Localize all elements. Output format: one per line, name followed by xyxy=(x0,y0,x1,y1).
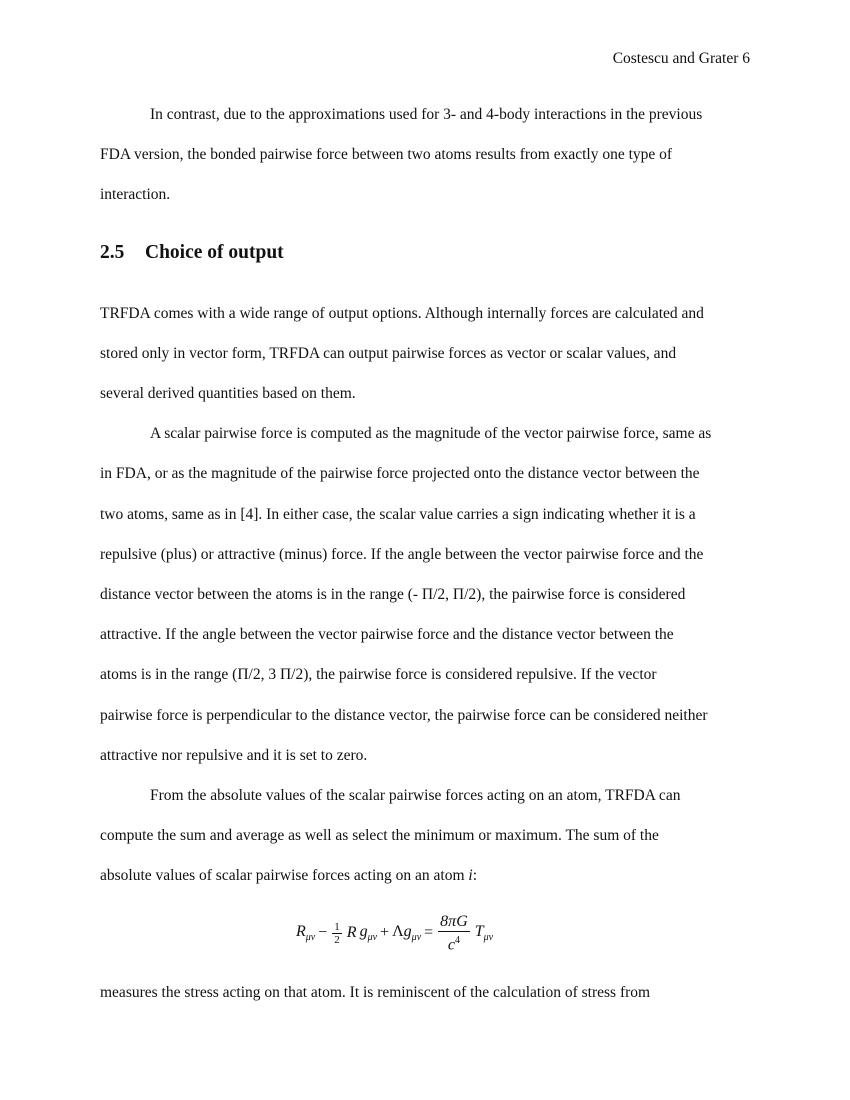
text-line: repulsive (plus) or attractive (minus) force. If the angle between the vector pairwise force and the xyxy=(100,545,704,563)
text-line-last xyxy=(100,856,752,896)
text-line: in FDA, or as the magnitude of the pairwise force projected onto the distance vector between the xyxy=(100,465,700,483)
text-line: attractive. If the angle between the vector pairwise force and the distance vector between the xyxy=(100,626,674,644)
text-line: pairwise force is perpendicular to the distance vector, the pairwise force can be considered neither xyxy=(100,706,708,724)
equation-block xyxy=(100,899,752,973)
text-line: From the absolute values of the scalar pairwise forces acting on an atom, TRFDA can xyxy=(150,787,681,805)
text-line: A scalar pairwise force is computed as the magnitude of the vector pairwise force, same as xyxy=(150,425,712,443)
section-title: Choice of output xyxy=(145,241,284,263)
text-line: In contrast, due to the approximations used for 3- and 4-body interactions in the previous xyxy=(150,106,703,123)
text-line: two atoms, same as in [4]. In either case, the scalar value carries a sign indicating whether it is a xyxy=(100,505,696,523)
text-line: several derived quantities based on them. xyxy=(100,385,356,403)
text-line: TRFDA comes with a wide range of output options. Although internally forces are calculated and xyxy=(100,304,704,322)
paragraph-absolute-values xyxy=(100,776,752,897)
section-number: 2.5 xyxy=(100,241,125,263)
text-line: distance vector between the atoms is in the range (- Π/2, Π/2), the pairwise force is considered xyxy=(100,586,686,604)
eq-lambda-g: $\Lambda g_{\mu\nu}$ xyxy=(392,923,422,944)
eq-minus: − xyxy=(318,924,328,942)
text-run: : xyxy=(472,867,478,885)
running-head: Costescu and Grater 6 xyxy=(612,50,750,67)
eq-half-fraction: $\frac{1}{2}$ xyxy=(334,920,340,946)
text-line: interaction. xyxy=(100,186,171,204)
eq-symbol-R: $R_{\mu\nu}$ xyxy=(296,923,316,944)
section-heading xyxy=(100,238,752,294)
text-line: stored only in vector form, TRFDA can output pairwise forces as vector or scalar values, and xyxy=(100,344,677,362)
paragraph-contrast xyxy=(100,95,752,216)
page-body xyxy=(100,95,752,1013)
text-line: atoms is in the range (Π/2, 3 Π/2), the pairwise force is considered repulsive. If the vector xyxy=(100,666,657,684)
text-line: measures the stress acting on that atom. It is reminiscent of the calculation of stress from xyxy=(100,983,651,1001)
text-line: attractive nor repulsive and it is set to zero. xyxy=(100,746,368,764)
text-line: FDA version, the bonded pairwise force between two atoms results from exactly one type of xyxy=(100,146,673,164)
paragraph-stress xyxy=(100,973,752,1013)
eq-equals: = xyxy=(424,924,434,942)
eq-symbol-g: $g_{\mu\nu}$ xyxy=(359,923,378,944)
atom-variable: i xyxy=(468,867,473,885)
eq-constant-fraction: $\frac{8\pi G}{c^4}$ xyxy=(440,912,468,953)
eq-plus: + xyxy=(380,924,390,942)
paragraph-scalar-force xyxy=(100,414,752,776)
text-line: compute the sum and average as well as select the minimum or maximum. The sum of the xyxy=(100,827,659,845)
text-run: absolute values of scalar pairwise forces acting on an atom xyxy=(100,867,469,885)
eq-symbol-R-scalar: R xyxy=(346,924,357,942)
einstein-equation xyxy=(296,913,493,954)
eq-symbol-T: $T_{\mu\nu}$ xyxy=(474,923,494,944)
paragraph-output-options xyxy=(100,294,752,415)
